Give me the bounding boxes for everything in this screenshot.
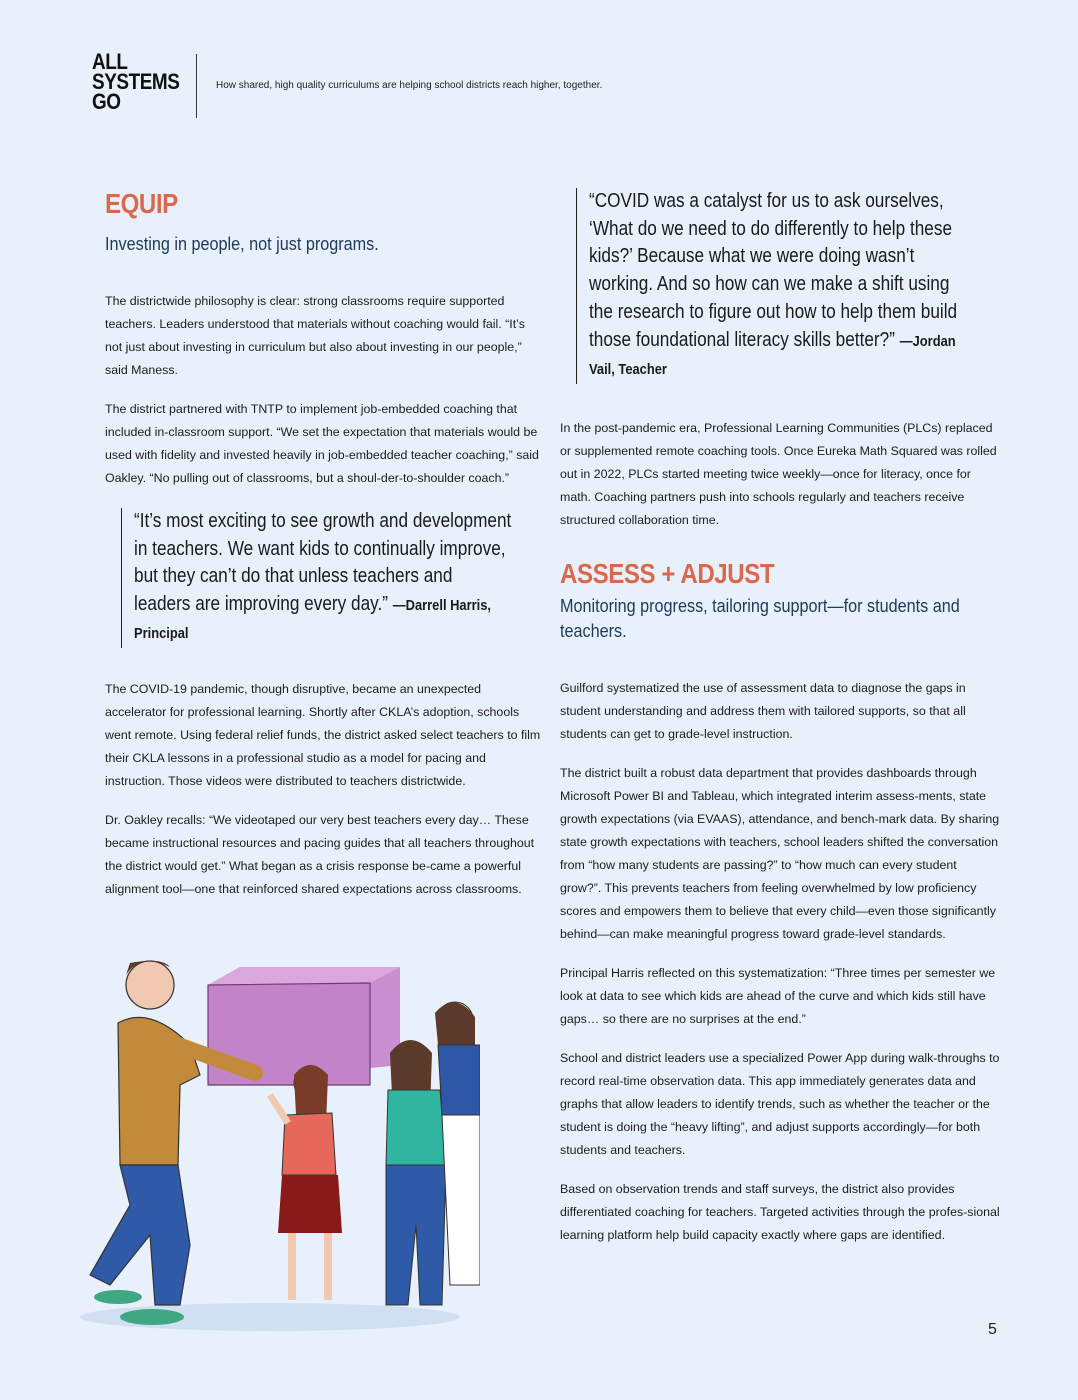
logo [92, 49, 180, 114]
page-number: 5 [988, 1321, 997, 1338]
logo-line: ALL [92, 49, 128, 74]
assess-title: ASSESS + ADJUST [560, 557, 775, 589]
assess-paragraph-3: Principal Harris reflected on this systematization: “Three times per semester we look at data to see which kids are ahead of the curve and which kids still have gaps… so there are no surprises at the end.” [560, 965, 996, 1026]
equip-paragraph-2: The district partnered with TNTP to implement job-embedded coaching that included in-classroom support. “We set the expectation that materials would be used with fidelity and invested heavily in job-embedded teacher coaching,” said Oakley. “No pulling out of classrooms, but a shoul-der-to-shoulder coach.” [105, 402, 539, 485]
equip-paragraph-3: The COVID-19 pandemic, though disruptive, became an unexpected accelerator for professional learning. Shortly after CKLA’s adoption, schools went remote. Using federal relief funds, the district asked select teachers to film their CKLA lessons in a professional studio as a model for pacing and instruction. Those videos were distributed to teachers districtwide. [105, 681, 541, 788]
logo-line: GO [92, 89, 121, 114]
family-lifting-box-illustration [70, 945, 480, 1345]
quote-text: “It’s most exciting to see growth and development in teachers. We want kids to continually improve, but they can’t do that unless teachers and leaders are improving every day.” [134, 510, 512, 615]
quote-text: “COVID was a catalyst for us to ask ourselves, ‘What do we need to do differently to help these kids?’ Because what we were doing wasn’t working. And so how can we make a shift using the research to figure out how to help them build those foundational literacy skills better?” [589, 190, 958, 351]
assess-subhead: Monitoring progress, tailoring support—for students and teachers. [560, 595, 960, 641]
quote-attribution: —Darrell Harris, Principal [134, 596, 491, 642]
equip-paragraph-1: The districtwide philosophy is clear: strong classrooms require supported teachers. Leaders understood that materials without coaching would fail. “It’s not just about investing in curriculum but also about investing in our people,” said Maness. [105, 294, 525, 377]
equip-title: EQUIP [105, 188, 178, 219]
assess-paragraph-2: The district built a robust data department that provides dashboards through Microsoft Power BI and Tableau, which integrated interim assess-ments, state growth expectations (via EVAAS), attendance, and bench-mark data. By sharing state growth expectations with teachers, school leaders shifted the conversation from “how many students are passing?” to “how much can every student grow?”. This prevents teachers from feeling overwhelmed by low proficiency scores and empowers them to believe that every child—even those significantly behind—can make meaningful progress toward grade-level standards. [560, 765, 1000, 941]
equip-paragraph-4: Dr. Oakley recalls: “We videotaped our very best teachers every day… These became instructional resources and pacing guides that all teachers throughout the district would get.” What began as a crisis response be-came a powerful alignment tool—one that reinforced shared expectations across classrooms. [105, 812, 535, 896]
logo-line: SYSTEMS [92, 69, 180, 94]
quote-attribution: —Jordan Vail, Teacher [589, 332, 956, 379]
tagline: How shared, high quality curriculums are helping school districts reach higher, together. [216, 80, 603, 91]
left-column [105, 188, 543, 901]
assess-paragraph-4: School and district leaders use a specialized Power App during walk-throughs to record real-time observation data. This app immediately generates data and graphs that allow leaders to identify trends, such as whether the teacher or the student is doing the “heavy lifting”, and adjust supports accordingly—for both students and teachers. [560, 1050, 1000, 1157]
equip-subhead: Investing in people, not just programs. [105, 234, 379, 254]
pull-quote-harris [121, 508, 514, 648]
header-divider [196, 54, 197, 118]
right-column [560, 188, 1000, 1247]
plc-paragraph: In the post-pandemic era, Professional Learning Communities (PLCs) replaced or supplemented remote coaching tools. Once Eureka Math Squared was rolled out in 2022, PLCs started meeting twice weekly—once for literacy, once for math. Coaching partners push into schools regularly and teachers receive structured collaboration time. [560, 420, 997, 527]
pull-quote-vail [576, 188, 979, 384]
assess-paragraph-1: Guilford systematized the use of assessment data to diagnose the gaps in student understanding and address them with tailored supports, so that all students can get to grade-level instruction. [560, 680, 966, 741]
assess-paragraph-5: Based on observation trends and staff surveys, the district also provides differentiated coaching for teachers. Targeted activities through the profes-sional learning platform help build capacity exactly where gaps are identified. [560, 1181, 1000, 1242]
